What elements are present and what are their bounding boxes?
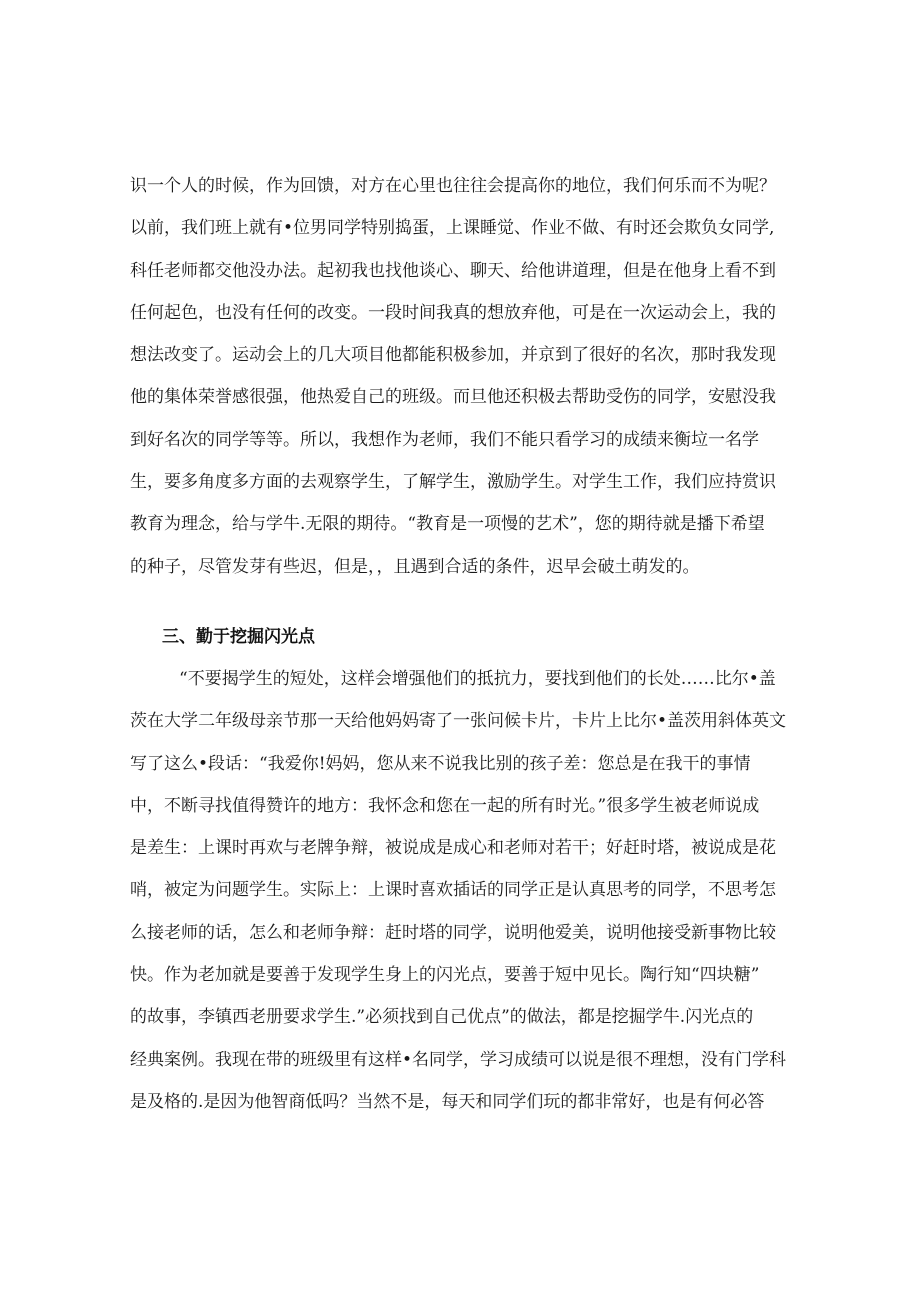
text-line: 识一个人的时候，作为回馈，对方在心里也往往会提高你的地位，我们何乐而不为呢？ [130, 176, 776, 196]
section-heading [130, 616, 315, 658]
text-line: 生，要多角度多方面的去观察学生，了解学生，激励学生。对学生工作，我们应持赏识 [130, 472, 776, 493]
text-line: 教育为理念，给与学牛.无限的期待。“教育是一项慢的艺术”，您的期待就是播下希望 [130, 514, 765, 535]
text-line: 到好名次的同学等等。所以，我想作为老师，我们不能只看学习的成绩来衡垃一名学 [130, 429, 759, 450]
text-line: 么接老师的话，怎么和老师争辩：赶时塔的同学，说明他爱美，说明他接受新事物比较 [130, 922, 776, 943]
text-line: 科任老师都交他没办法。起初我也找他谈心、聊天、给他讲道理，但是在他身上看不到 [130, 260, 776, 281]
text-line: 以前，我们班上就有•位男同学特别捣蛋，上课睡觉、作业不做、有时还会欺负女同学, [130, 218, 775, 239]
text-line: “不要揭学生的短处，这样会增强他们的抵抗力，要找到他们的长处……比尔•盖 [179, 669, 776, 689]
text-line: 哨，被定为问题学生。实际上：上课时喜欢插话的同学正是认真思考的同学，不思考怎 [130, 880, 776, 901]
text-line: 任何起色，也没有任何的改变。一段时间我真的想放弃他，可是在一次运动会上，我的 [130, 302, 776, 323]
text-line: 写了这么•段话：“我爱你!妈妈，您从来不说我比别的孩子差：您总是在我干的事情 [130, 753, 751, 774]
paragraph-2 [130, 658, 787, 1123]
text-line: 经典案例。我现在带的班级里有这样•名同学，学习成绩可以说是很不理想，没有门学科 [130, 1049, 787, 1070]
text-line: 中，不断寻找值得赞许的地方：我怀念和您在一起的所有时光。”很多学生被老师说成 [130, 795, 760, 816]
text-line: 是及格的.是因为他智商低吗？当然不是，每天和同学们玩的都非常好，也是有何必答 [130, 1091, 765, 1112]
section-heading-text: 三、勤于挖掘闪光点 [162, 627, 315, 647]
text-line: 茨在大学二年级母亲节那一天给他妈妈寄了一张问候卡片，卡片上比尔•盖茨用斜体英文 [130, 711, 787, 732]
text-line: 的故事，李镇西老册要求学生.”必须找到自己优点”的做法，都是挖掘学牛.闪光点的 [130, 1007, 754, 1028]
text-line: 想法改变了。运动会上的几大项目他都能积极参加，并京到了很好的名次，那时我发现 [130, 345, 776, 366]
text-line: 快。作为老加就是要善于发现学生身上的闪光点，要善于短中见长。陶行知“四块糖” [130, 965, 760, 986]
text-line: 是差生：上课时再欢与老牌争辩，被说成是成心和老师对若干；好赶时塔，被说成是花 [130, 838, 776, 859]
paragraph-1 [130, 165, 775, 588]
text-line: 的种子，尽管发芽有些迟，但是，，且遇到合适的条件，迟早会破土萌发的。 [130, 556, 700, 577]
text-line: 他的集体荣誉感很强，他热爱自己的班级。而旦他还积极去帮助受伤的同学，安慰没我 [130, 387, 776, 408]
